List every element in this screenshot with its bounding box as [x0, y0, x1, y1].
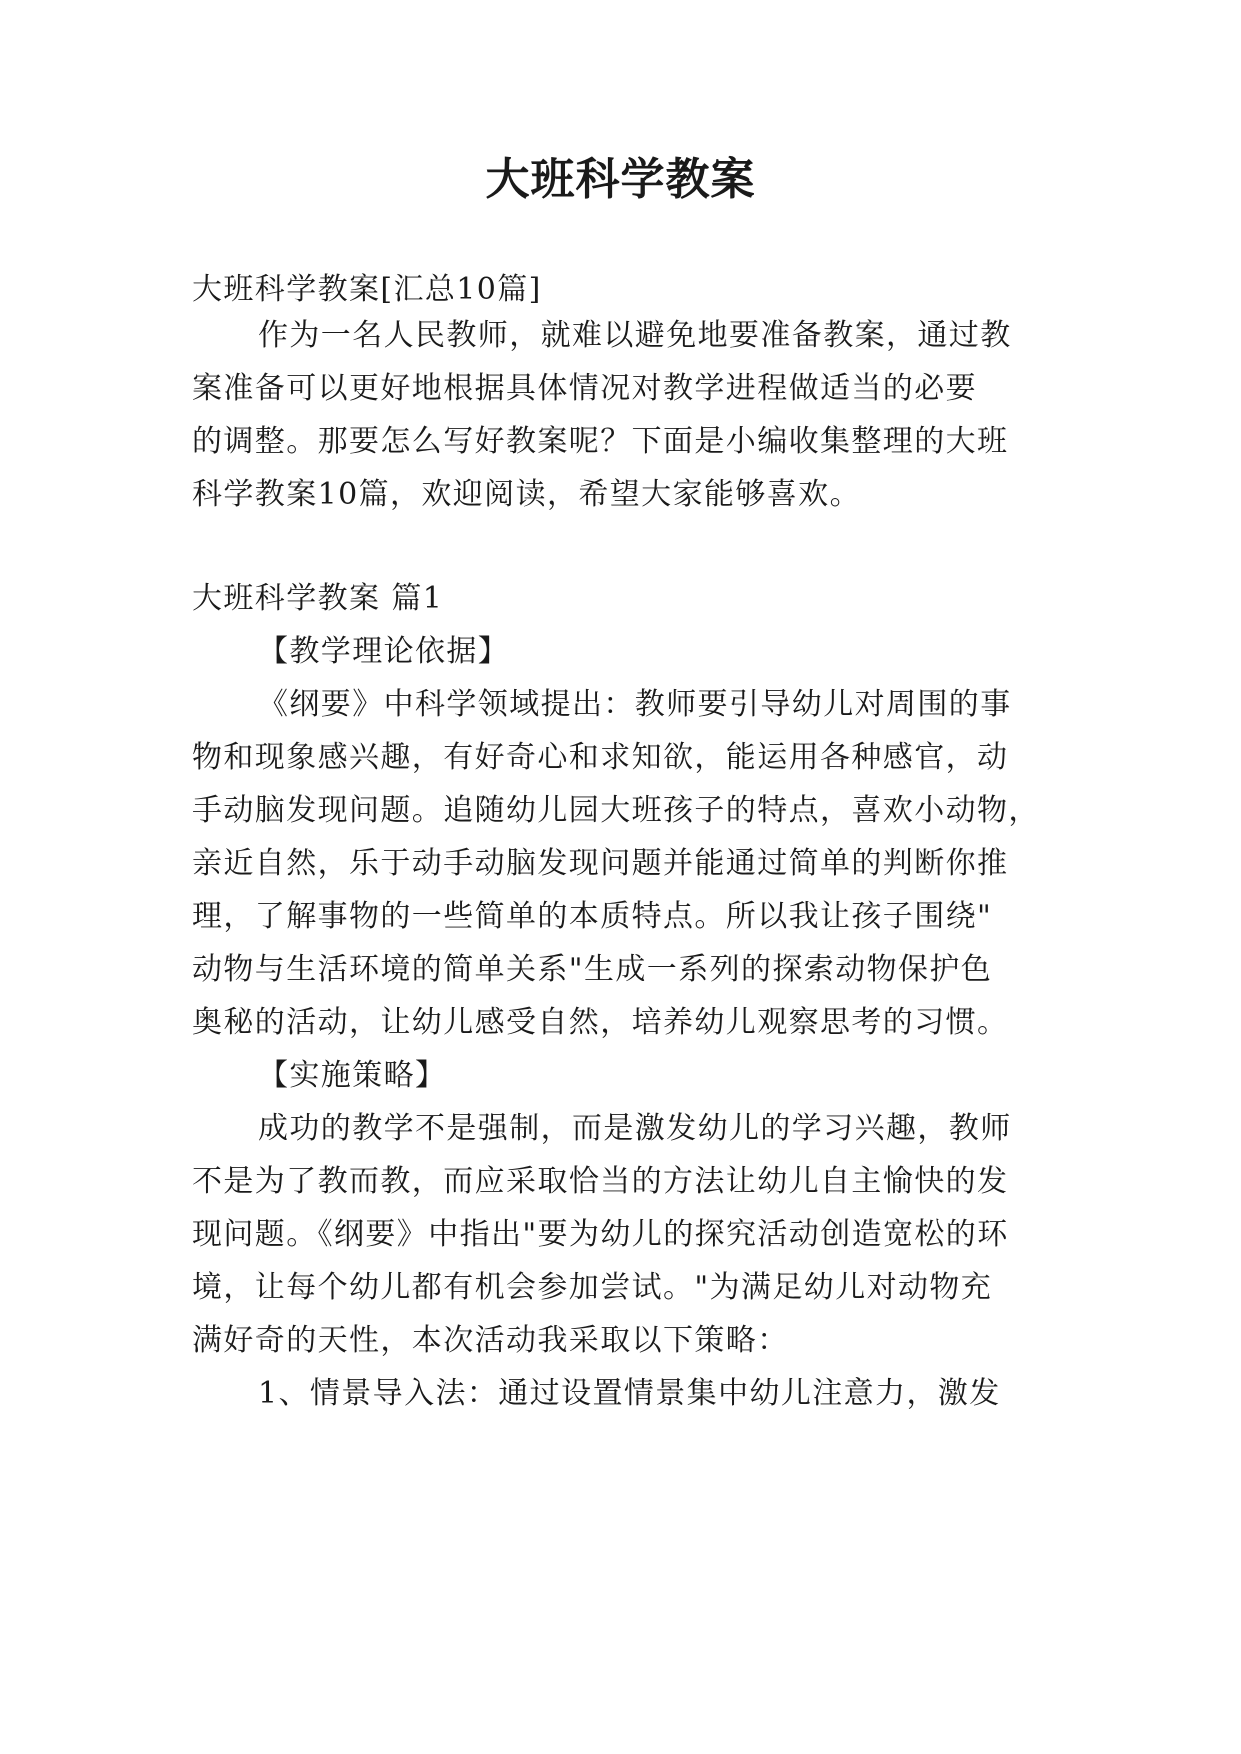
body-line: 成功的教学不是强制，而是激发幼儿的学习兴趣，教师	[258, 1111, 1012, 1146]
document-title: 大班科学教案	[485, 154, 756, 205]
body-line: 《纲要》中科学领域提出：教师要引导幼儿对周围的事	[258, 687, 1012, 722]
body-line: 满好奇的天性，本次活动我采取以下策略：	[192, 1323, 789, 1358]
body-line: 物和现象感兴趣，有好奇心和求知欲，能运用各种感官，动	[192, 740, 1009, 775]
body-line: 境，让每个幼儿都有机会参加尝试。"为满足幼儿对动物充	[192, 1270, 993, 1305]
body-line: 现问题。《纲要》中指出"要为幼儿的探究活动创造宽松的环	[192, 1217, 1009, 1252]
body-line: 科学教案10篇，欢迎阅读，希望大家能够喜欢。	[192, 477, 861, 512]
body-line: 动物与生活环境的简单关系"生成一系列的探索动物保护色	[192, 952, 993, 987]
body-line: 奥秘的活动，让幼儿感受自然，培养幼儿观察思考的习惯。	[192, 1005, 1009, 1040]
subtitle-line: 大班科学教案[汇总10篇]	[192, 272, 542, 307]
subsection-heading: 【教学理论依据】	[258, 634, 510, 669]
body-line: 案准备可以更好地根据具体情况对教学进程做适当的必要	[192, 371, 977, 406]
section-heading: 大班科学教案 篇1	[192, 581, 444, 616]
list-item: 1、情景导入法：通过设置情景集中幼儿注意力，激发	[258, 1376, 1001, 1411]
body-line: 理，了解事物的一些简单的本质特点。所以我让孩子围绕"	[192, 899, 993, 934]
body-line: 的调整。那要怎么写好教案呢？下面是小编收集整理的大班	[192, 424, 1009, 459]
body-line: 不是为了教而教，而应采取恰当的方法让幼儿自主愉快的发	[192, 1164, 1009, 1199]
body-line: 手动脑发现问题。追随幼儿园大班孩子的特点，喜欢小动物，	[192, 793, 1040, 828]
subsection-heading: 【实施策略】	[258, 1058, 447, 1093]
body-line: 亲近自然，乐于动手动脑发现问题并能通过简单的判断你推	[192, 846, 1009, 881]
body-line: 作为一名人民教师，就难以避免地要准备教案，通过教	[258, 318, 1012, 353]
